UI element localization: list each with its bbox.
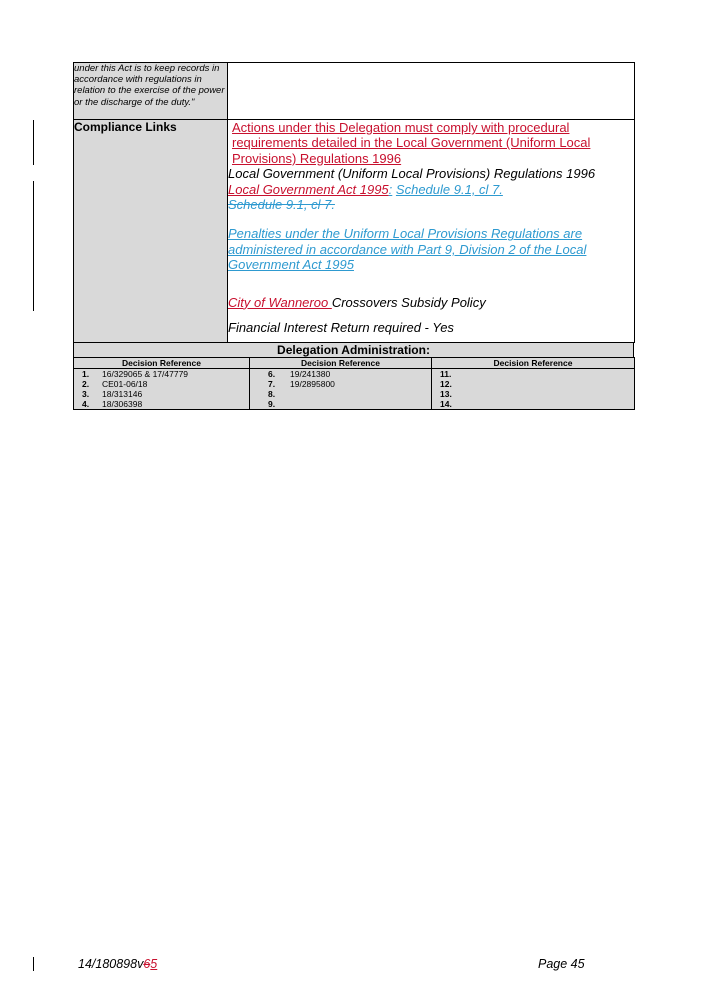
change-bar (33, 120, 34, 165)
schedule-deleted: Schedule 9.1, cl 7. (228, 197, 335, 213)
financial-interest-text: Financial Interest Return required - Yes (228, 320, 454, 336)
penalties-text: Penalties under the Uniform Local Provisions Regulations are administered in accordance with Part 9, Division 2 of the Local Government Act 1995 (228, 226, 587, 273)
change-bar (33, 181, 34, 311)
row-number: 7. (268, 379, 276, 389)
decision-ref: 16/329065 & 17/47779 (102, 369, 189, 379)
row-number: 6. (268, 369, 276, 379)
decision-ref: 18/313146 (102, 389, 143, 399)
duty-note: under this Act is to keep records in accordance with regulations in relation to the exercise of the power or the discharge of the duty." (74, 63, 228, 120)
act-link[interactable]: Local Government Act 1995 (228, 181, 389, 197)
doc-version-inserted: 5 (150, 957, 158, 971)
column-header: Decision Reference (432, 358, 635, 369)
column-header: Decision Reference (74, 358, 250, 369)
row-number: 8. (268, 389, 276, 399)
delegation-table (73, 62, 635, 343)
row-number: 13. (440, 389, 452, 399)
regulations-text: Local Government (Uniform Local Provisions) Regulations 1996 (228, 166, 596, 182)
column-header: Decision Reference (250, 358, 432, 369)
footer-doc-ref (78, 957, 157, 971)
compliance-links-label: Compliance Links (74, 120, 228, 343)
row-number: 1. (82, 369, 90, 379)
decision-ref: CE01-06/18 (102, 379, 148, 389)
row-number: 11. (440, 369, 452, 379)
table-row (74, 63, 635, 120)
doc-ref: 14/180898v (78, 957, 144, 971)
row-number: 9. (268, 399, 276, 409)
change-bar (33, 957, 34, 971)
table-row (74, 369, 635, 380)
table-row (74, 379, 635, 389)
act-line (228, 182, 634, 197)
decision-ref: 18/306398 (102, 399, 143, 409)
row-number: 3. (82, 389, 90, 399)
schedule-inserted: Schedule 9.1, cl 7. (395, 181, 503, 197)
doc-version-deleted: 6 (143, 957, 151, 971)
admin-title: Delegation Administration: (73, 343, 634, 358)
decision-ref: 19/241380 (290, 369, 331, 379)
table-row (74, 399, 635, 410)
table-row (74, 120, 635, 343)
policy-line (228, 295, 634, 310)
policy-owner: City of Wanneroo (228, 294, 332, 310)
table-header-row (74, 358, 635, 369)
row-number: 2. (82, 379, 90, 389)
compliance-links-content (228, 120, 635, 343)
row-number: 14. (440, 399, 452, 409)
decision-ref: 19/2895800 (290, 379, 335, 389)
actions-text: Actions under this Delegation must comply with procedural requirements detailed in the Local Government (Uniform Local Provisions) Regulations 1996 (232, 120, 591, 166)
row-number: 4. (82, 399, 90, 409)
empty-cell (228, 63, 635, 120)
decision-reference-table (73, 357, 635, 410)
policy-name: Crossovers Subsidy Policy (331, 294, 486, 310)
page-number: Page 45 (538, 957, 585, 971)
act-separator: : (388, 181, 393, 197)
row-number: 12. (440, 379, 452, 389)
table-row (74, 389, 635, 399)
